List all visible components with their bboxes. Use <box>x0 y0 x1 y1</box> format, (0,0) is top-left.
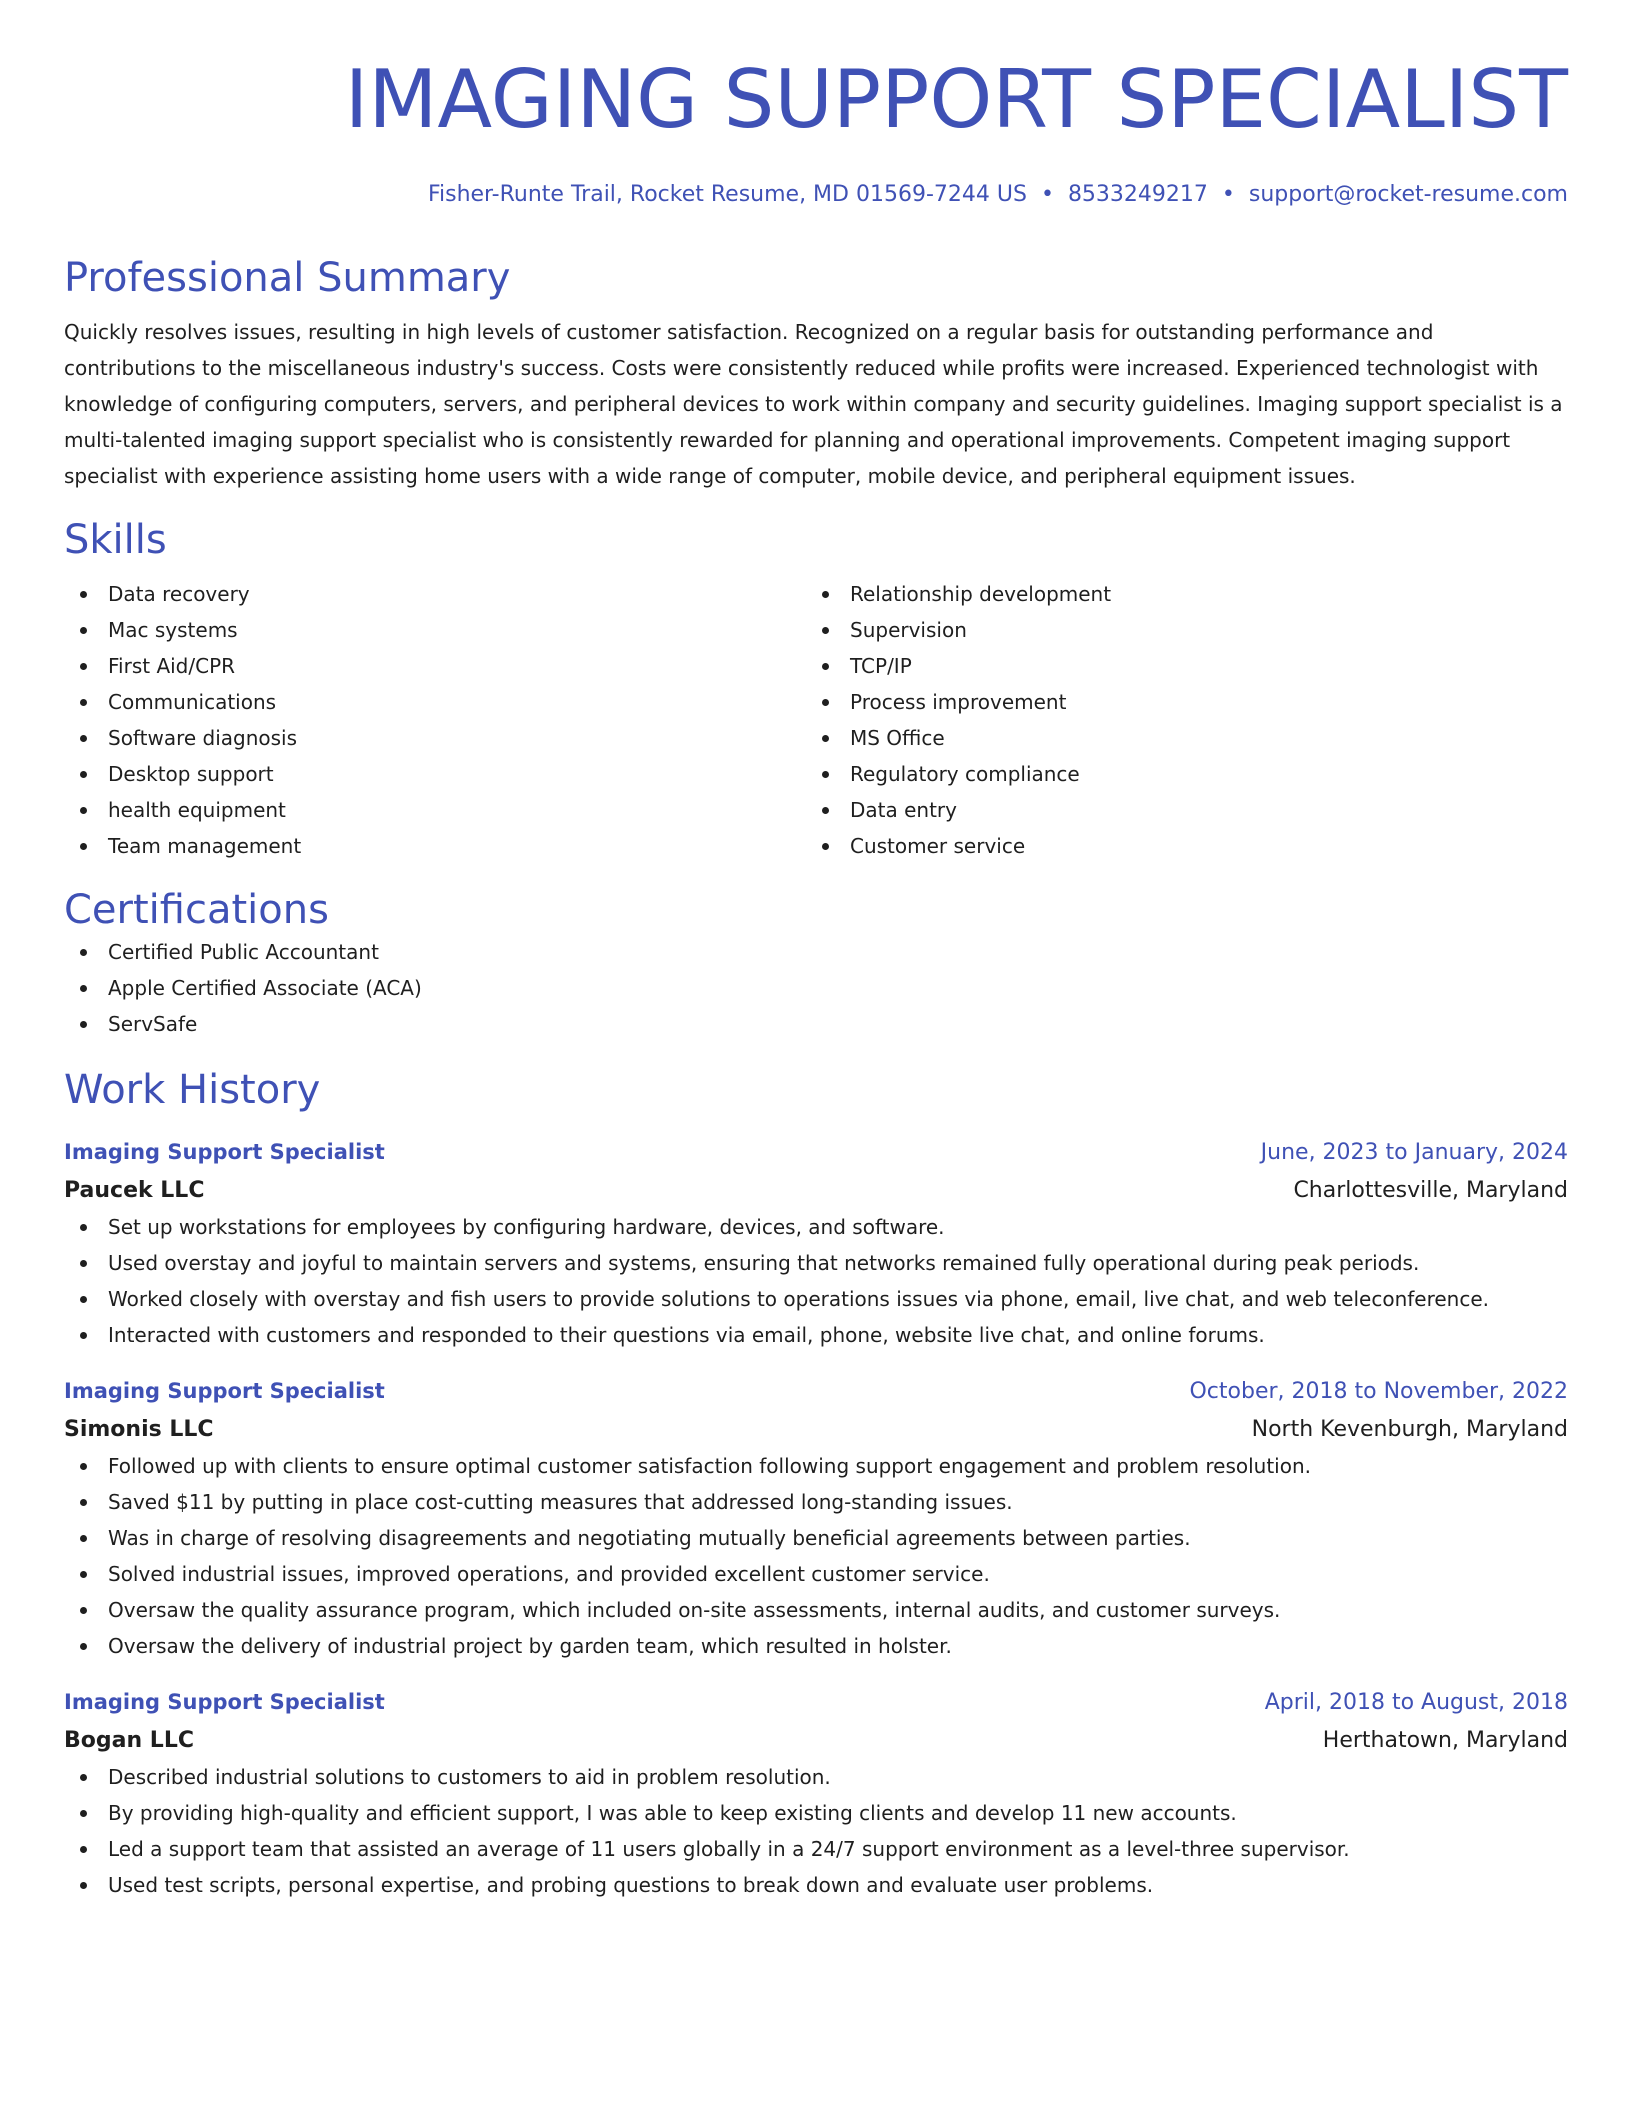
job-company-row <box>64 1412 1568 1448</box>
bullet-dot <box>80 843 87 850</box>
summary-text: Quickly resolves issues, resulting in high levels of customer satisfaction. Recognized on a regular basis for outstanding performance and contributions to the miscellaneous industry's success. Costs were consistently reduced while profits were increased. Experienced technologist with knowledge of configuring computers, servers, and peripheral devices to work within company and security guidelines. Imaging support specialist is a multi-talented imaging support specialist who is consistently rewarded for planning and operational improvements. Competent imaging support specialist with experience assisting home users with a wide range of computer, mobile device, and peripheral equipment issues. <box>64 320 1563 488</box>
bullet-dot <box>80 1846 87 1853</box>
bullet-dot <box>80 591 87 598</box>
bullet-dot <box>80 1224 87 1231</box>
job-title: Imaging Support Specialist <box>64 1379 385 1403</box>
skills-list-left <box>64 576 806 864</box>
skills-columns <box>64 576 1568 864</box>
job-dates: June, 2023 to January, 2024 <box>1260 1140 1568 1165</box>
bullet-dot <box>80 985 87 992</box>
skill-item: Customer service <box>806 828 1548 864</box>
bullet-dot <box>80 1607 87 1614</box>
job-company: Paucek LLC <box>64 1178 205 1203</box>
job-title-row <box>64 1132 1568 1173</box>
skills-heading: Skills <box>64 517 167 563</box>
candidate-title: IMAGING SUPPORT SPECIALIST <box>344 53 1568 146</box>
skill-item: MS Office <box>806 720 1548 756</box>
job-location: North Kevenburgh, Maryland <box>1251 1417 1568 1442</box>
skill-item: TCP/IP <box>806 648 1548 684</box>
bullet-dot <box>80 1332 87 1339</box>
bullet-dot <box>80 1882 87 1889</box>
contact-separator: • <box>1221 182 1235 207</box>
job-duty: Oversaw the delivery of industrial project by garden team, which resulted in holster. <box>64 1628 1568 1664</box>
job-duty: Set up workstations for employees by configuring hardware, devices, and software. <box>64 1209 1568 1245</box>
job-duty: Used test scripts, personal expertise, and probing questions to break down and evaluate user problems. <box>64 1867 1568 1903</box>
skill-item: Desktop support <box>64 756 806 792</box>
certification-item: ServSafe <box>64 1006 1568 1042</box>
job-duty: Interacted with customers and responded to their questions via email, phone, website live chat, and online forums. <box>64 1317 1568 1353</box>
job-duties-list <box>64 1759 1568 1903</box>
skill-item: Data recovery <box>64 576 806 612</box>
contact-phone: 8533249217 <box>1067 182 1208 207</box>
resume-header <box>64 52 1568 210</box>
certifications-heading: Certifications <box>64 887 329 933</box>
bullet-dot <box>822 591 829 598</box>
bullet-dot <box>80 1810 87 1817</box>
skills-list-right <box>806 576 1548 864</box>
bullet-dot <box>80 663 87 670</box>
bullet-dot <box>822 663 829 670</box>
job-duty: Followed up with clients to ensure optimal customer satisfaction following support engagement and problem resolution. <box>64 1448 1568 1484</box>
bullet-dot <box>80 1021 87 1028</box>
job-duty: Described industrial solutions to customers to aid in problem resolution. <box>64 1759 1568 1795</box>
skill-item: Mac systems <box>64 612 806 648</box>
bullet-dot <box>822 699 829 706</box>
job-duty: Led a support team that assisted an average of 11 users globally in a 24/7 support environment as a level-three supervisor. <box>64 1831 1568 1867</box>
job-title-row <box>64 1371 1568 1412</box>
job-dates: April, 2018 to August, 2018 <box>1264 1690 1568 1715</box>
job-company: Bogan LLC <box>64 1728 194 1753</box>
bullet-dot <box>822 771 829 778</box>
bullet-dot <box>80 807 87 814</box>
contact-address: Fisher-Runte Trail, Rocket Resume, MD 01569-7244 US <box>427 182 1027 207</box>
job-title: Imaging Support Specialist <box>64 1690 385 1714</box>
certification-item: Certified Public Accountant <box>64 934 1568 970</box>
skill-item: Communications <box>64 684 806 720</box>
job-duty: Solved industrial issues, improved operations, and provided excellent customer service. <box>64 1556 1568 1592</box>
skill-item: Data entry <box>806 792 1548 828</box>
summary-heading: Professional Summary <box>64 255 511 301</box>
bullet-dot <box>80 1643 87 1650</box>
bullet-dot <box>822 807 829 814</box>
bullet-dot <box>80 699 87 706</box>
job-duties-list <box>64 1209 1568 1353</box>
job-location: Herthatown, Maryland <box>1322 1728 1568 1753</box>
bullet-dot <box>822 627 829 634</box>
job-duty: Worked closely with overstay and fish users to provide solutions to operations issues via phone, email, live chat, and web teleconference. <box>64 1281 1568 1317</box>
bullet-dot <box>822 735 829 742</box>
bullet-dot <box>80 771 87 778</box>
job-location: Charlottesville, Maryland <box>1293 1178 1568 1203</box>
job-duty: Saved $11 by putting in place cost-cutting measures that addressed long-standing issues. <box>64 1484 1568 1520</box>
bullet-dot <box>80 949 87 956</box>
contact-separator: • <box>1040 182 1054 207</box>
job-duty: Was in charge of resolving disagreements and negotiating mutually beneficial agreements between parties. <box>64 1520 1568 1556</box>
skill-item: Regulatory compliance <box>806 756 1548 792</box>
job-duties-list <box>64 1448 1568 1664</box>
bullet-dot <box>822 843 829 850</box>
job-duty: By providing high-quality and efficient support, I was able to keep existing clients and develop 11 new accounts. <box>64 1795 1568 1831</box>
job-title: Imaging Support Specialist <box>64 1140 385 1164</box>
bullet-dot <box>80 627 87 634</box>
skill-item: Software diagnosis <box>64 720 806 756</box>
bullet-dot <box>80 1260 87 1267</box>
bullet-dot <box>80 1535 87 1542</box>
bullet-dot <box>80 1296 87 1303</box>
skill-item: Process improvement <box>806 684 1548 720</box>
job-duty: Used overstay and joyful to maintain servers and systems, ensuring that networks remained fully operational during peak periods. <box>64 1245 1568 1281</box>
skill-item: Team management <box>64 828 806 864</box>
skill-item: Supervision <box>806 612 1548 648</box>
job-title-row <box>64 1682 1568 1723</box>
bullet-dot <box>80 1571 87 1578</box>
bullet-dot <box>80 1774 87 1781</box>
bullet-dot <box>80 1463 87 1470</box>
skill-item: Relationship development <box>806 576 1548 612</box>
certification-item: Apple Certified Associate (ACA) <box>64 970 1568 1006</box>
job-entry <box>64 1132 1568 1353</box>
contact-line <box>64 180 1568 210</box>
bullet-dot <box>80 1499 87 1506</box>
job-company-row <box>64 1723 1568 1759</box>
certifications-list <box>64 934 1568 1042</box>
work-history-heading: Work History <box>64 1067 321 1113</box>
job-company-row <box>64 1173 1568 1209</box>
skill-item: First Aid/CPR <box>64 648 806 684</box>
skills-column-right <box>806 576 1548 864</box>
job-entry <box>64 1682 1568 1903</box>
skills-column-left <box>64 576 806 864</box>
job-company: Simonis LLC <box>64 1417 214 1442</box>
job-dates: October, 2018 to November, 2022 <box>1189 1379 1568 1404</box>
job-duty: Oversaw the quality assurance program, which included on-site assessments, internal audits, and customer surveys. <box>64 1592 1568 1628</box>
job-entry <box>64 1371 1568 1664</box>
contact-email: support@rocket-resume.com <box>1248 182 1568 207</box>
skill-item: health equipment <box>64 792 806 828</box>
bullet-dot <box>80 735 87 742</box>
